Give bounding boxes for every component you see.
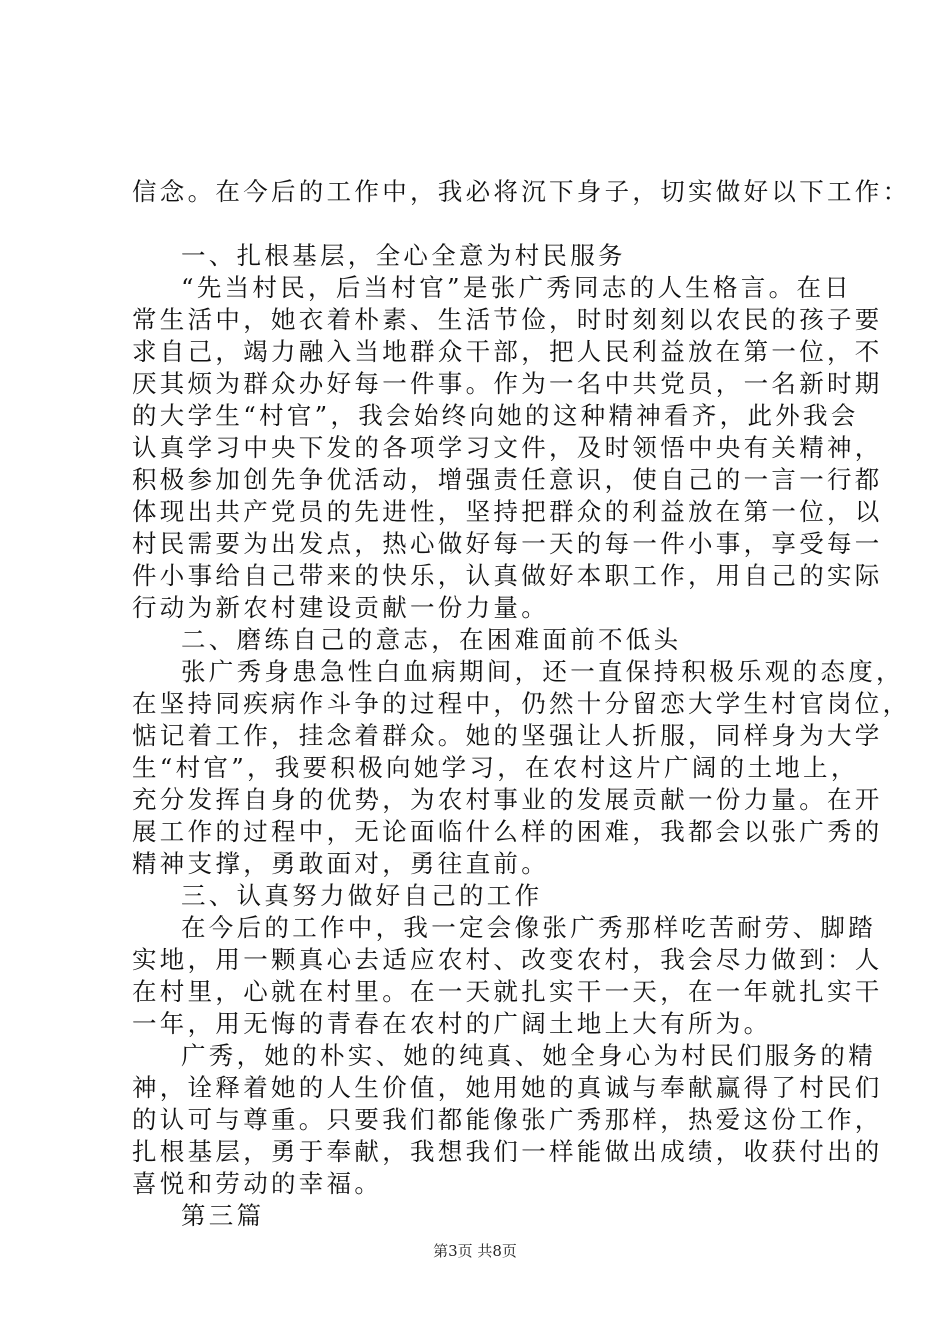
text-line: 展工作的过程中，无论面临什么样的困难，我都会以张广秀的	[132, 817, 883, 846]
page-footer: 第3页 共8页	[433, 1242, 517, 1260]
text-line: 的大学生“村官”，我会始终向她的这种精神看齐，此外我会	[132, 401, 859, 430]
text-line: 村民需要为出发点，热心做好每一天的每一件小事，享受每一	[132, 529, 883, 558]
text-line: 的认可与尊重。只要我们都能像张广秀那样，热爱这份工作，	[132, 1105, 883, 1134]
text-line: 惦记着工作，挂念着群众。她的坚强让人折服，同样身为大学	[132, 721, 883, 750]
paragraph-gap	[132, 208, 846, 240]
text-line: 在今后的工作中，我一定会像张广秀那样吃苦耐劳、脚踏	[181, 913, 876, 942]
text-line: 体现出共产党员的先进性，坚持把群众的利益放在第一位，以	[132, 497, 883, 526]
document-body	[132, 176, 911, 1232]
text-line: 积极参加创先争优活动，增强责任意识，使自己的一言一行都	[132, 465, 883, 494]
text-line: 充分发挥自身的优势，为农村事业的发展贡献一份力量。在开	[132, 785, 883, 814]
text-line: 一、扎根基层，全心全意为村民服务	[181, 241, 626, 270]
text-line: 在村里，心就在村里。在一天就扎实干一天，在一年就扎实干	[132, 977, 883, 1006]
text-line: 在坚持同疾病作斗争的过程中，仍然十分留恋大学生村官岗位，	[132, 689, 911, 718]
text-line: 常生活中，她衣着朴素、生活节俭，时时刻刻以农民的孩子要	[132, 305, 883, 334]
text-line: 神，诠释着她的人生价值，她用她的真诚与奉献赢得了村民们	[132, 1073, 883, 1102]
text-line: 求自己，竭力融入当地群众干部，把人民利益放在第一位，不	[132, 337, 883, 366]
text-line: 实地，用一颗真心去适应农村、改变农村，我会尽力做到：人	[132, 945, 883, 974]
text-line: 件小事给自己带来的快乐，认真做好本职工作，用自己的实际	[132, 561, 883, 590]
text-line: “先当村民，后当村官”是张广秀同志的人生格言。在日	[181, 273, 853, 302]
text-line: 扎根基层，勇于奉献，我想我们一样能做出成绩，收获付出的	[132, 1137, 883, 1166]
text-line: 精神支撑，勇敢面对，勇往直前。	[132, 849, 549, 878]
text-line: 三、认真努力做好自己的工作	[181, 881, 543, 910]
text-line: 张广秀身患急性白血病期间，还一直保持积极乐观的态度，	[181, 657, 904, 686]
text-line: 一年，用无悔的青春在农村的广阔土地上大有所为。	[132, 1009, 772, 1038]
text-line: 生“村官”，我要积极向她学习，在农村这片广阔的土地上，	[132, 753, 859, 782]
text-line: 二、磨练自己的意志，在困难面前不低头	[181, 625, 682, 654]
text-line: 厌其烦为群众办好每一件事。作为一名中共党员，一名新时期	[132, 369, 883, 398]
text-line: 第三篇	[181, 1201, 265, 1230]
text-line: 信念。在今后的工作中，我必将沉下身子，切实做好以下工作：	[132, 177, 911, 206]
text-line: 行动为新农村建设贡献一份力量。	[132, 593, 549, 622]
text-line: 喜悦和劳动的幸福。	[132, 1169, 383, 1198]
text-line: 广秀，她的朴实、她的纯真、她全身心为村民们服务的精	[181, 1041, 876, 1070]
text-line: 认真学习中央下发的各项学习文件，及时领悟中央有关精神，	[132, 433, 883, 462]
